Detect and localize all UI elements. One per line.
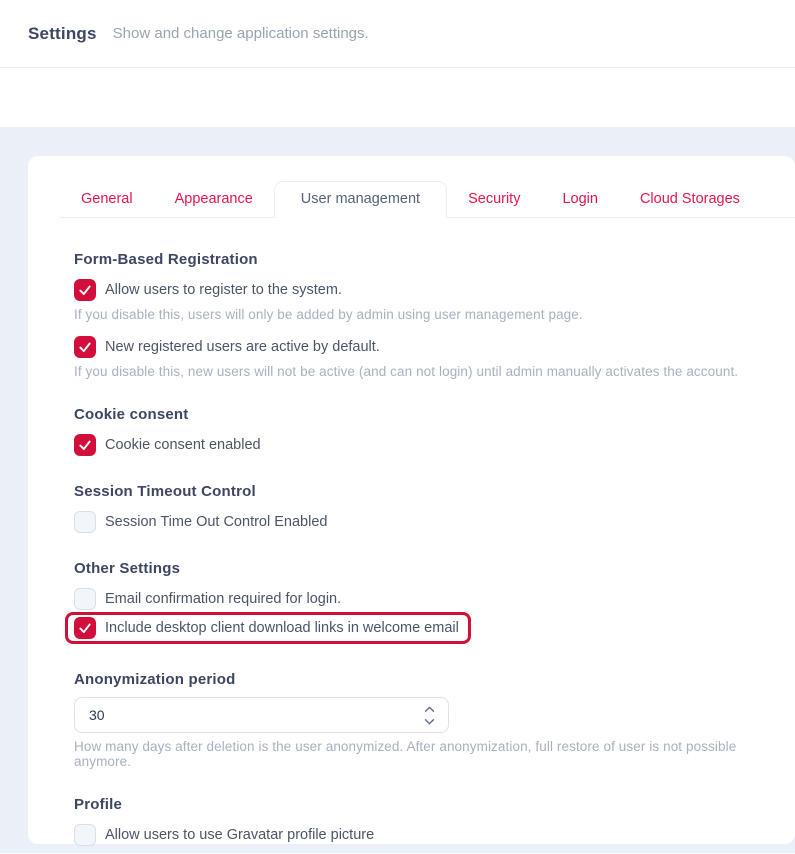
- page-title: Settings: [28, 23, 97, 43]
- checked-checkbox-icon[interactable]: [74, 279, 96, 301]
- tab-general[interactable]: General: [81, 191, 133, 207]
- unchecked-checkbox-icon[interactable]: [74, 824, 96, 846]
- checkbox-row-allow-users-to-register-to-the-system: [74, 279, 342, 301]
- checkbox-label[interactable]: Email confirmation required for login.: [105, 591, 342, 607]
- section-heading-form-based-registration: Form-Based Registration: [74, 251, 258, 268]
- section-heading-session-timeout-control: Session Timeout Control: [74, 483, 256, 500]
- helper-text: How many days after deletion is the user anonymized. After anonymization, full restore of user is not possible anymore.: [74, 739, 737, 769]
- page-background: [0, 127, 795, 853]
- tab-appearance[interactable]: Appearance: [174, 191, 253, 207]
- unchecked-checkbox-icon[interactable]: [74, 511, 96, 533]
- checkbox-label[interactable]: Allow users to register to the system.: [105, 282, 342, 298]
- checkbox-row-include-desktop-client-download-links-in: [65, 612, 471, 644]
- checkbox-label[interactable]: Allow users to use Gravatar profile picture: [105, 827, 375, 843]
- top-header: [0, 0, 795, 68]
- checkbox-row-allow-users-to-use-gravatar-profile-pict: [74, 824, 374, 846]
- section-heading-profile: Profile: [74, 796, 123, 813]
- anonymization-period-input[interactable]: [75, 698, 423, 732]
- checked-checkbox-icon[interactable]: [74, 434, 96, 456]
- helper-text: If you disable this, new users will not be active (and can not login) until admin manually activates the account.: [74, 364, 739, 379]
- checkbox-row-session-time-out-control-enabled: [74, 511, 327, 533]
- settings-card: [28, 156, 795, 844]
- helper-text: If you disable this, users will only be added by admin using user management page.: [74, 307, 583, 322]
- checked-checkbox-icon[interactable]: [74, 617, 96, 639]
- tab-user-management[interactable]: User management: [274, 181, 447, 218]
- header-spacer: [0, 68, 795, 127]
- anonymization-period-input-wrap: [74, 697, 449, 733]
- checkbox-label[interactable]: Include desktop client download links in welcome email: [105, 620, 459, 636]
- checkbox-row-cookie-consent-enabled: [74, 434, 261, 456]
- tab-security[interactable]: Security: [468, 191, 521, 207]
- checkbox-label[interactable]: Cookie consent enabled: [105, 437, 261, 453]
- tab-login[interactable]: Login: [562, 191, 598, 207]
- chevron-down-icon[interactable]: [423, 717, 436, 726]
- checked-checkbox-icon[interactable]: [74, 336, 96, 358]
- checkbox-row-email-confirmation-required-for-login: [74, 588, 341, 610]
- chevron-up-icon[interactable]: [423, 705, 436, 714]
- tab-cloud-storages[interactable]: Cloud Storages: [639, 191, 740, 207]
- settings-tab-bar: [60, 182, 795, 218]
- tab-content-user-management: [28, 251, 795, 846]
- number-spinner: [423, 705, 440, 726]
- checkbox-label[interactable]: New registered users are active by default.: [105, 339, 380, 355]
- checkbox-row-new-registered-users-are-active-by-defau: [74, 336, 380, 358]
- unchecked-checkbox-icon[interactable]: [74, 588, 96, 610]
- section-heading-cookie-consent: Cookie consent: [74, 406, 189, 423]
- checkbox-label[interactable]: Session Time Out Control Enabled: [105, 514, 328, 530]
- section-heading-anonymization-period: Anonymization period: [74, 671, 236, 688]
- section-heading-other-settings: Other Settings: [74, 560, 181, 577]
- page-subtitle: Show and change application settings.: [112, 25, 369, 42]
